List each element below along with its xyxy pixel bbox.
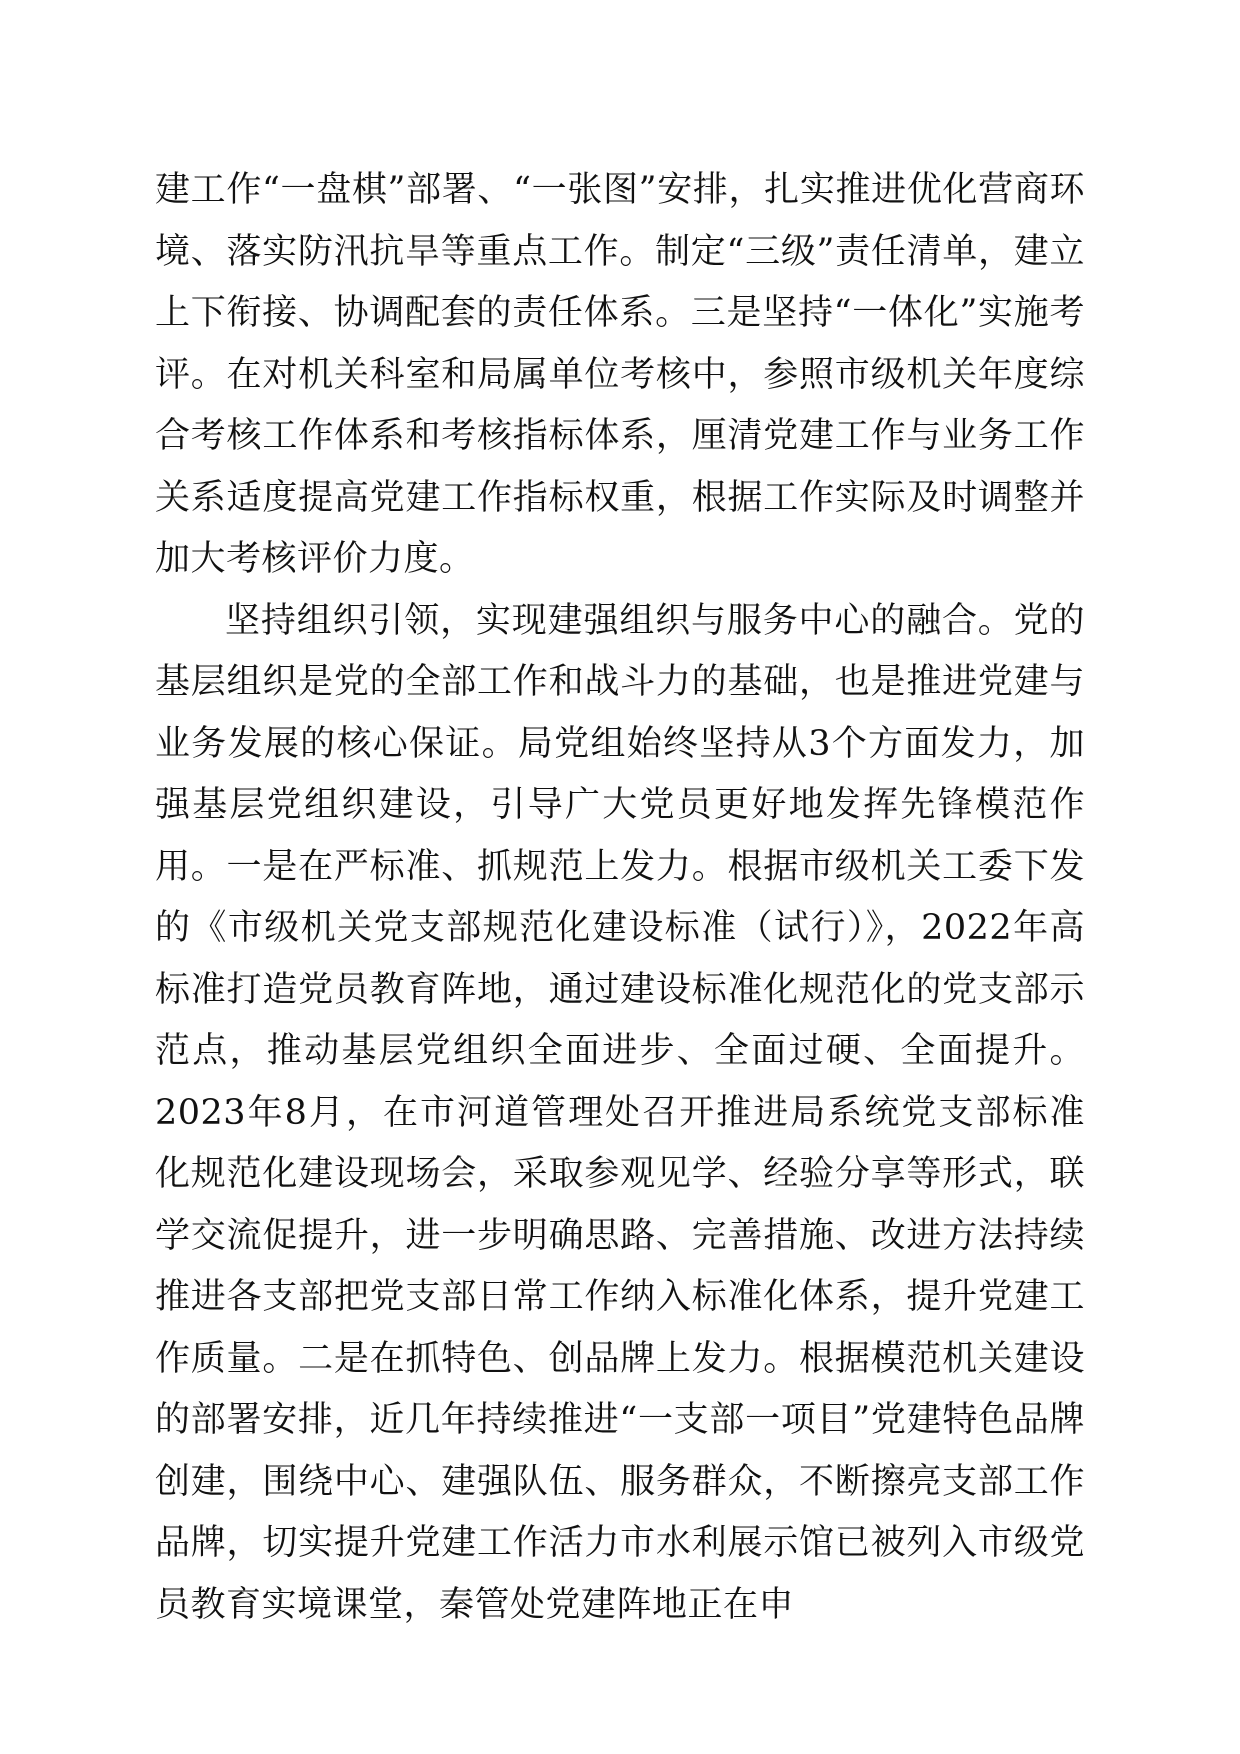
paragraph-1: 建工作“一盘棋”部署、“一张图”安排，扎实推进优化营商环境、落实防汛抗旱等重点工作。制定“三级”责任清单，建立上下衔接、协调配套的责任体系。三是坚持“一体化”实施考评。在对机关科室和局属单位考核中，参照市级机关年度综合考核工作体系和考核指标体系，厘清党建工作与业务工作关系适度提高党建工作指标权重，根据工作实际及时调整并加大考核评价力度。 — [155, 170, 1085, 579]
paragraph-2: 坚持组织引领，实现建强组织与服务中心的融合。党的基层组织是党的全部工作和战斗力的基础，也是推进党建与业务发展的核心保证。局党组始终坚持从3个方面发力，加强基层党组织建设，引导广大党员更好地发挥先锋模范作用。一是在严标准、抓规范上发力。根据市级机关工委下发的《市级机关党支部规范化建设标准（试行）》，2022年高标准打造党员教育阵地，通过建设标准化规范化的党支部示范点，推动基层党组织全面进步、全面过硬、全面提升。2023年8月，在市河道管理处召开推进局系统党支部标准化规范化建设现场会，采取参观见学、经验分享等形式，联学交流促提升，进一步明确思路、完善措施、改进方法持续推进各支部把党支部日常工作纳入标准化体系，提升党建工作质量。二是在抓特色、创品牌上发力。根据模范机关建设的部署安排，近几年持续推进“一支部一项目”党建特色品牌创建，围绕中心、建强队伍、服务群众，不断擦亮支部工作品牌，切实提升党建工作活力市水利展示馆已被列入市级党员教育实境课堂，秦管处党建阵地正在申 — [155, 600, 1085, 1625]
document-body — [155, 160, 1085, 1636]
